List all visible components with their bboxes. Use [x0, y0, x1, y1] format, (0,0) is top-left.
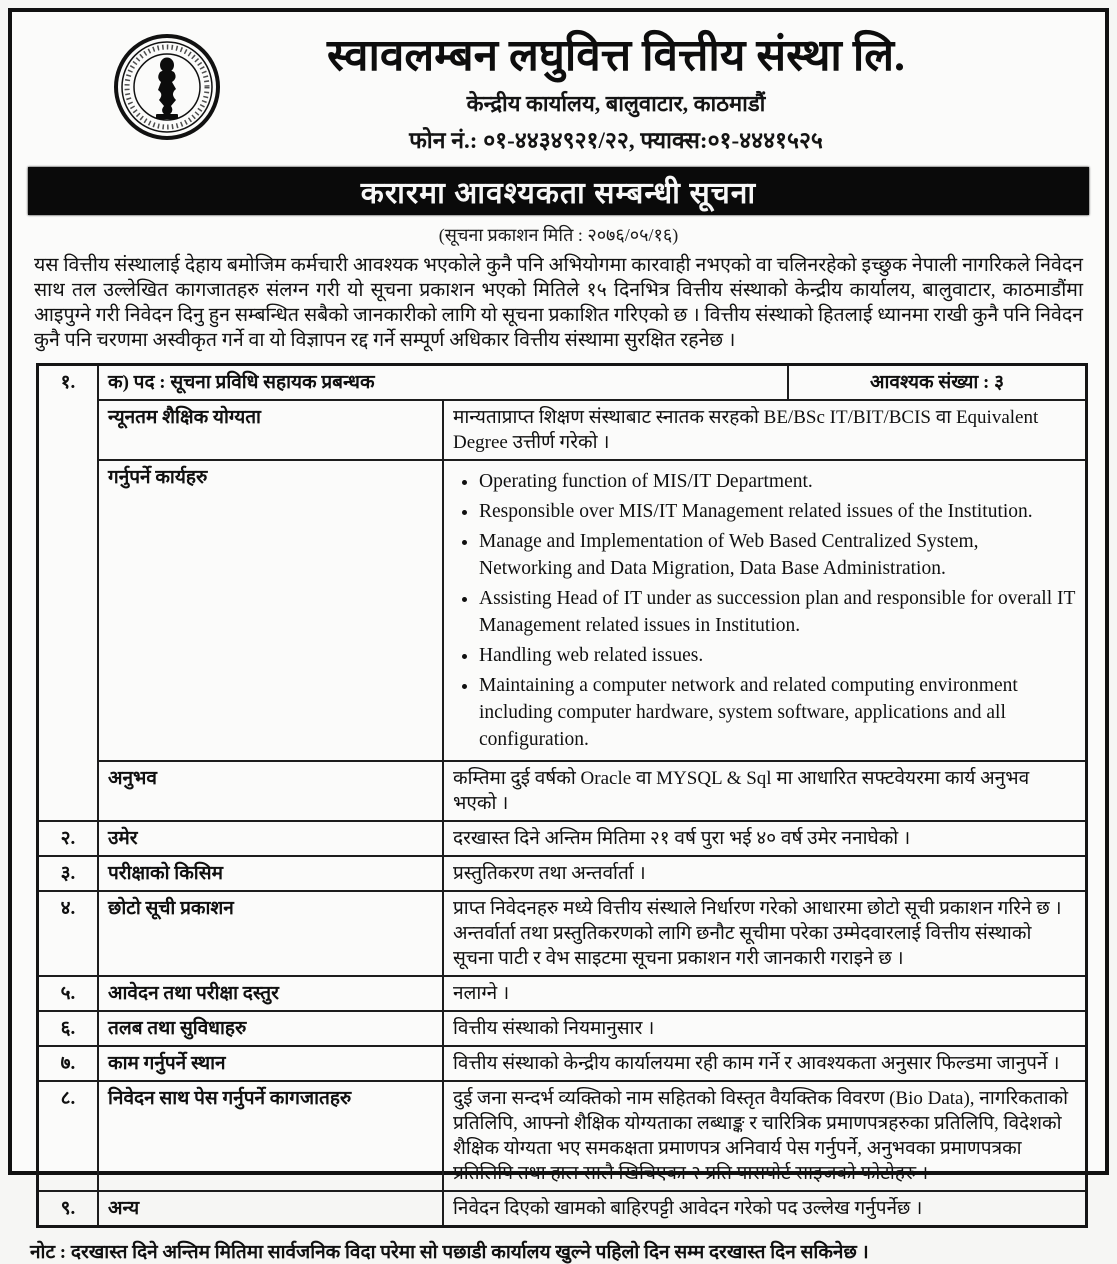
duty-item: • Operating function of MIS/IT Department.	[479, 468, 1076, 495]
duty-item: • Responsible over MIS/IT Management related issues of the Institution.	[479, 498, 1076, 525]
duty-item: • Handling web related issues.	[479, 642, 1076, 669]
table-row-duties	[38, 460, 1087, 761]
serial-cell: ५.	[38, 976, 99, 1011]
serial-cell: ९.	[38, 1191, 99, 1227]
content-cell: कम्तिमा दुई वर्षको Oracle वा MYSQL & Sql मा आधारित सफ्टवेयरमा कार्य अनुभव भएको ।	[443, 761, 1087, 821]
label-cell: छोटो सूची प्रकाशन	[98, 891, 443, 976]
label-cell: आवेदन तथा परीक्षा दस्तुर	[98, 976, 443, 1011]
table-row	[38, 821, 1087, 856]
content-cell: प्रस्तुतिकरण तथा अन्तर्वार्ता ।	[443, 856, 1087, 891]
required-count-cell: आवश्यक संख्या : ३	[788, 365, 1087, 401]
org-phone: फोन नं.: ०१-४४३४९२१/२२, फ्याक्स:०१-४४४१५२५	[409, 128, 823, 153]
letterhead	[12, 12, 1105, 155]
position-cell: क) पद : सूचना प्रविधि सहायक प्रबन्धक	[98, 365, 788, 401]
duty-item: • Assisting Head of IT under as succession plan and responsible for overall IT Management related issues in Institution.	[479, 585, 1076, 639]
content-cell: वित्तीय संस्थाको केन्द्रीय कार्यालयमा रही काम गर्ने र आवश्यकता अनुसार फिल्डमा जानुपर्ने ।	[443, 1046, 1087, 1081]
content-cell: नलाग्ने ।	[443, 976, 1087, 1011]
serial-cell: ८.	[38, 1081, 99, 1191]
table-row	[38, 1046, 1087, 1081]
banner-title: करारमा आवश्यकता सम्बन्धी सूचना	[360, 176, 757, 210]
letterhead-text	[137, 30, 1095, 155]
table-row-qualification	[38, 400, 1087, 460]
intro-paragraph: यस वित्तीय संस्थालाई देहाय बमोजिम कर्मचारी आवश्यक भएकोले कुनै पनि अभियोगमा कारवाही नभएको वा चलिनरहेको इच्छुक नेपाली नागरिकले निवेदन साथ तल उल्लेखित कागजातहरु संलग्न गरी यो सूचना प्रकाशन भएको मितिले १५ दिनभित्र वित्तीय संस्थाको केन्द्रीय कार्यालय, बालुवाटार, काठमाडौंमा आइपुग्ने गरी निवेदन दिनु हुन सम्बन्धित सबैको जानकारीको लागि यो सूचना प्रकाशित गरिएको छ । वित्तीय संस्थाको हितलाई ध्यानमा राखी कुनै पनि निवेदन कुनै पनि चरणमा अस्वीकृत गर्ने वा यो विज्ञापन रद्द गर्ने सम्पूर्ण अधिकार वित्तीय संस्थामा सुरक्षित रहनेछ ।	[34, 255, 1083, 351]
label-cell: गर्नुपर्ने कार्यहरु	[98, 460, 443, 761]
serial-cell: ७.	[38, 1046, 99, 1081]
document-frame	[8, 8, 1109, 1263]
table-row-experience	[38, 761, 1087, 821]
table-row	[38, 976, 1087, 1011]
content-cell: दरखास्त दिने अन्तिम मितिमा २१ वर्ष पुरा भई ४० वर्ष उमेर ननाघेको ।	[443, 821, 1087, 856]
table-row	[38, 1191, 1087, 1227]
duties-list	[461, 468, 1076, 753]
duty-item: • Maintaining a computer network and related computing environment including computer hardware, system software, applications and all configuration.	[479, 672, 1076, 753]
content-cell: मान्यताप्राप्त शिक्षण संस्थाबाट स्नातक सरहको BE/BSc IT/BIT/BCIS वा Equivalent Degree उत्तीर्ण गरेको ।	[443, 400, 1087, 460]
content-cell: दुई जना सन्दर्भ व्यक्तिको नाम सहितको विस्तृत वैयक्तिक विवरण (Bio Data), नागरिकताको प्रतिलिपि, आफ्नो शैक्षिक योग्यताका लब्धाङ्क र चारित्रिक प्रमाणपत्रहरुका प्रतिलिपि, विदेशको शैक्षिक योग्यता भए समकक्षता प्रमाणपत्र अनिवार्य पेस गर्नुपर्ने, अनुभवका प्रमाणपत्रका प्रतिलिपि तथा हाल सालै खिचिएका २ प्रति पासपोर्ट साइजको फोटोहरु ।	[443, 1081, 1087, 1191]
serial-cell: १.	[38, 365, 99, 822]
serial-cell: ६.	[38, 1011, 99, 1046]
org-address: केन्द्रीय कार्यालय, बालुवाटार, काठमाडौं	[466, 91, 766, 116]
label-cell: निवेदन साथ पेस गर्नुपर्ने कागजातहरु	[98, 1081, 443, 1191]
vacancy-table	[36, 363, 1088, 1228]
duty-item: • Manage and Implementation of Web Based Centralized System, Networking and Data Migration, Data Base Administration.	[479, 528, 1076, 582]
organization-seal-icon	[112, 32, 222, 142]
publish-date: (सूचना प्रकाशन मिति : २०७६/०५/१६)	[438, 225, 679, 245]
label-cell: अन्य	[98, 1191, 443, 1227]
serial-cell: ३.	[38, 856, 99, 891]
label-cell: उमेर	[98, 821, 443, 856]
content-cell: निवेदन दिएको खामको बाहिरपट्टी आवेदन गरेको पद उल्लेख गर्नुपर्नेछ ।	[443, 1191, 1087, 1227]
note-text: नोट : दरखास्त दिने अन्तिम मितिमा सार्वजनिक विदा परेमा सो पछाडी कार्यालय खुल्ने पहिलो दिन सम्म दरखास्त दिन सकिनेछ ।	[30, 1242, 869, 1263]
table-row	[38, 856, 1087, 891]
serial-cell: ४.	[38, 891, 99, 976]
content-cell: वित्तीय संस्थाको नियमानुसार ।	[443, 1011, 1087, 1046]
table-row	[38, 1081, 1087, 1191]
content-cell: प्राप्त निवेदनहरु मध्ये वित्तीय संस्थाले निर्धारण गरेको आधारमा छोटो सूची प्रकाशन गरिने छ । अन्तर्वार्ता तथा प्रस्तुतिकरणको लागि छनौट सूचीमा परेका उम्मेदवारलाई वित्तीय संस्थाको सूचना पाटी र वेभ साइटमा सूचना प्रकाशन गरी जानकारी गराइने छ ।	[443, 891, 1087, 976]
table-row	[38, 891, 1087, 976]
label-cell: काम गर्नुपर्ने स्थान	[98, 1046, 443, 1081]
notice-banner	[28, 167, 1089, 215]
duties-cell	[443, 460, 1087, 761]
org-name: स्वावलम्बन लघुवित्त वित्तीय संस्था लि.	[326, 31, 906, 80]
table-row	[38, 1011, 1087, 1046]
label-cell: अनुभव	[98, 761, 443, 821]
label-cell: तलब तथा सुविधाहरु	[98, 1011, 443, 1046]
table-row-position	[38, 365, 1087, 401]
label-cell: न्यूनतम शैक्षिक योग्यता	[98, 400, 443, 460]
label-cell: परीक्षाको किसिम	[98, 856, 443, 891]
serial-cell: २.	[38, 821, 99, 856]
